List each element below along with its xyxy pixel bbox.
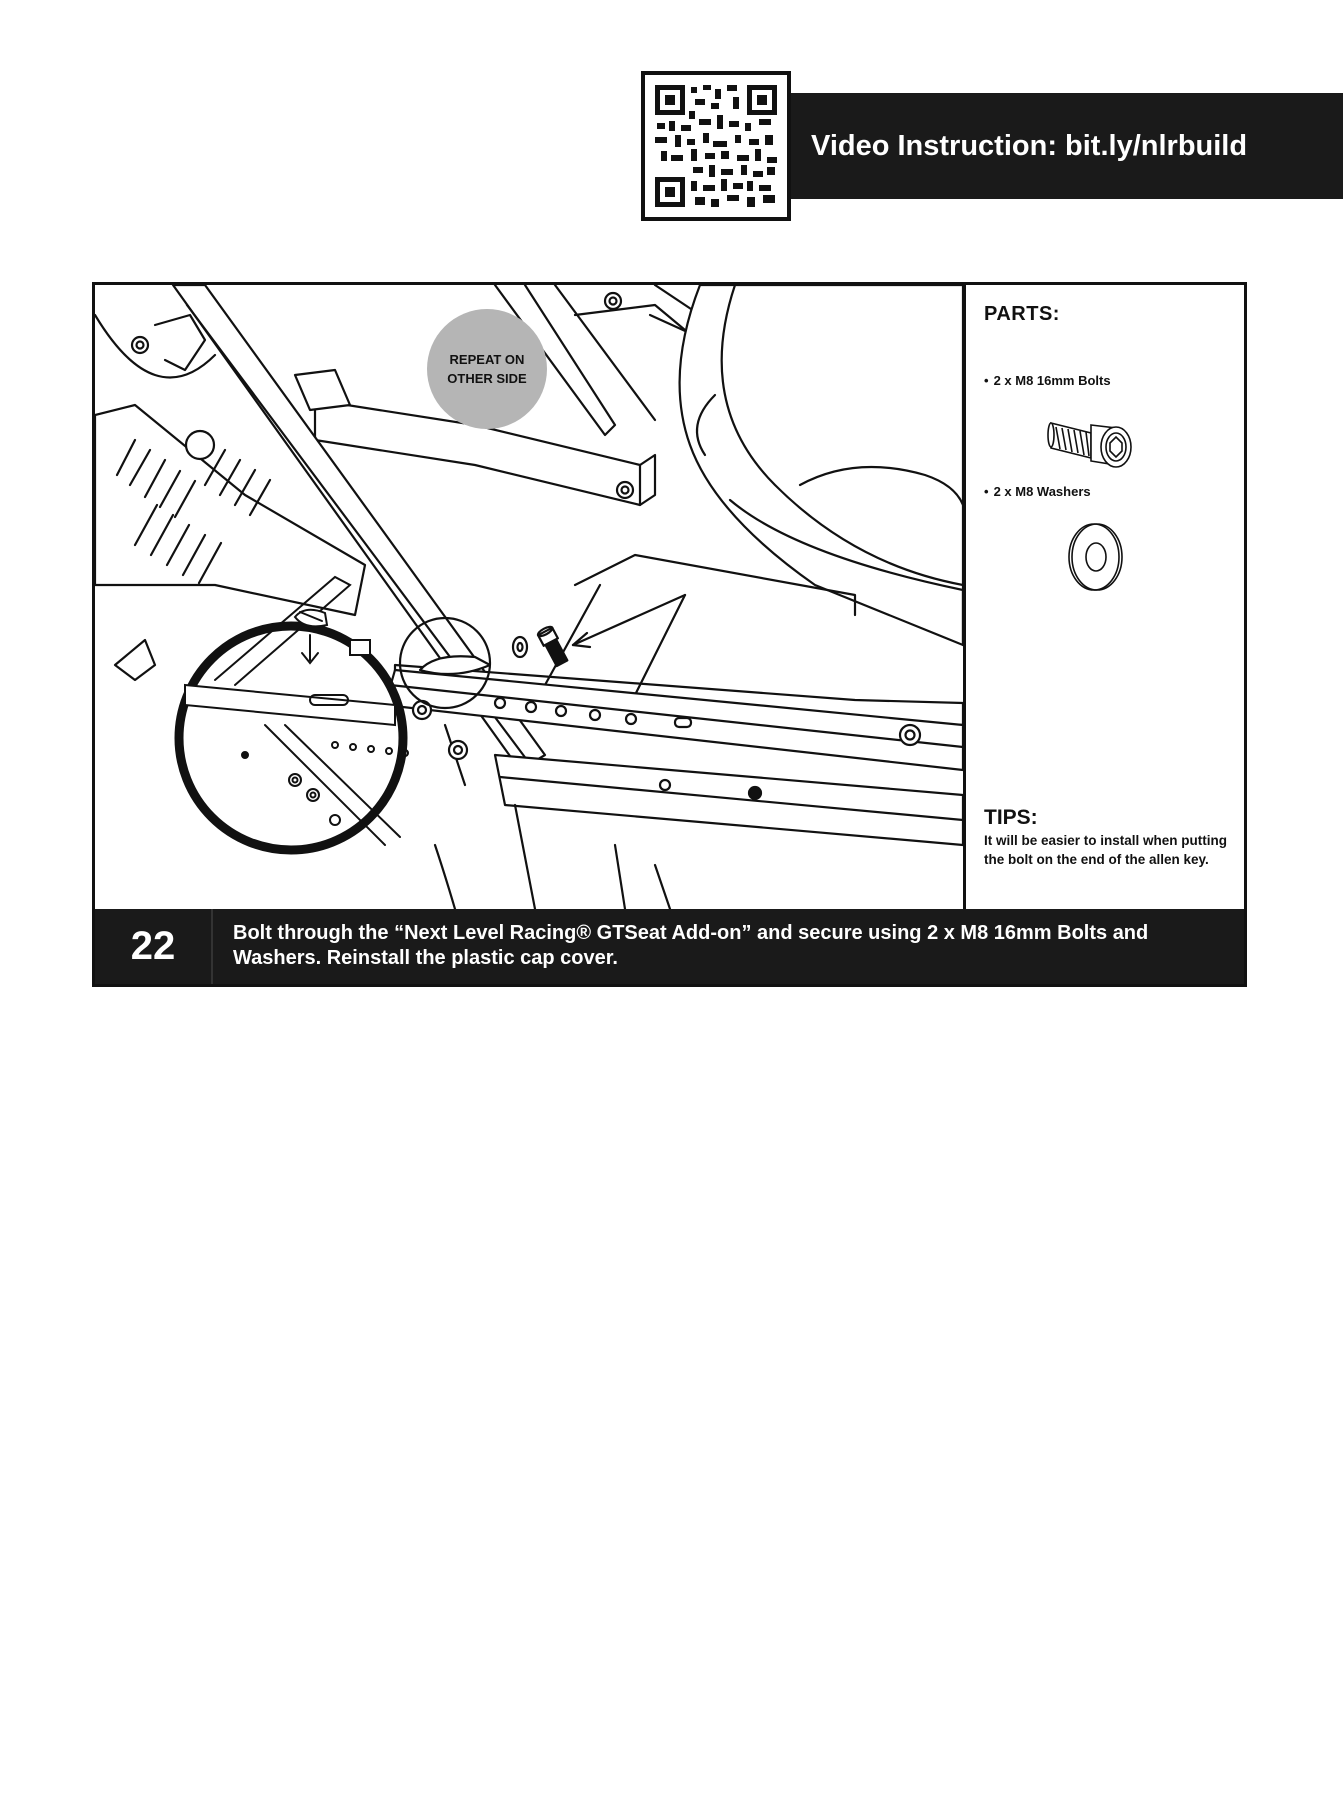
part-item-bolts (984, 373, 1111, 388)
qr-code-pattern (655, 85, 777, 207)
step-instruction-line1: Bolt through the “Next Level Racing® GTSeat Add-on” and secure using 2 x M8 16mm Bolts and (233, 922, 1149, 944)
repeat-note-line2: OTHER SIDE (447, 371, 527, 386)
video-instruction-banner[interactable] (787, 93, 1343, 199)
bolt-icon (1046, 403, 1146, 483)
assembly-illustration (95, 285, 966, 909)
qr-code[interactable] (641, 71, 791, 221)
video-instruction-text: Video Instruction: bit.ly/nlrbuild (811, 129, 1248, 162)
part-item-washers (984, 484, 1091, 499)
step-panel (92, 282, 1247, 987)
part-label: 2 x M8 Washers (993, 484, 1091, 499)
tips-title: TIPS: (984, 806, 1038, 829)
step-number: 22 (95, 909, 213, 984)
parts-title: PARTS: (984, 303, 1060, 325)
parts-panel (966, 285, 1244, 909)
bullet: • (984, 484, 989, 499)
washer-icon (1061, 517, 1131, 597)
step-instruction-bar (95, 909, 1244, 984)
repeat-note-badge (427, 309, 547, 429)
part-label: 2 x M8 16mm Bolts (993, 373, 1111, 388)
repeat-note-line1: REPEAT ON (449, 352, 525, 367)
step-instruction (233, 921, 1213, 971)
bullet: • (984, 373, 989, 388)
tips-text: It will be easier to install when putting the bolt on the end of the allen key. (984, 833, 1228, 867)
step-instruction-line2: Washers. Reinstall the plastic cap cover. (233, 947, 618, 969)
